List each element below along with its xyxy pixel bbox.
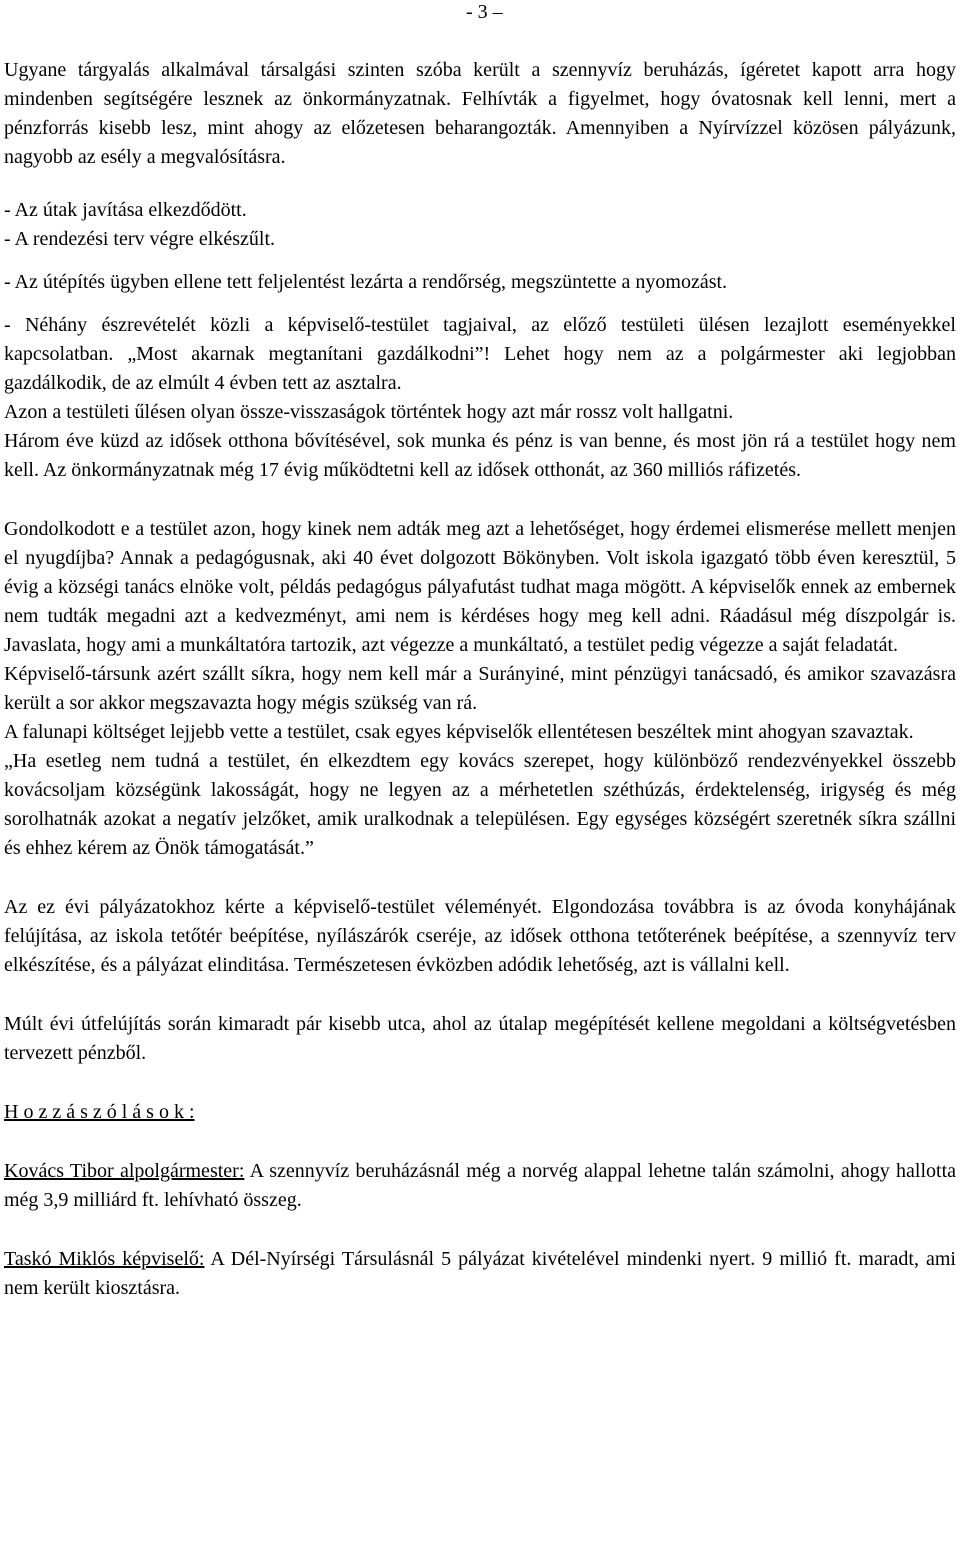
paragraph-quote: „Ha esetleg nem tudná a testület, én elkezdtem egy kovács szerepet, hogy különböző rendezvényekkel összebb kovácsoljam községünk lakosságát, hogy ne legyen az a mérhetetlen széthúzás, érdektelenség, irigység és még sorolhatnák azokat a negatív jelzőket, amik uralkodnak a településen. Egy egységes községért szeretnék síkra szállni és ehhez kérem az Önök támogatását.” <box>4 750 956 859</box>
paragraph-pedagogue: Gondolkodott e a testület azon, hogy kinek nem adták meg azt a lehetőséget, hogy érdemei elismerése mellett menjen el nyugdíjba? Annak a pedagógusnak, aki 40 évet dolgozott Bökönyben. Volt iskola igazgató több éven keresztül, 5 évig a községi tanács elnöke volt, példás pedagógus pályafutást tudhat maga mögött. A képviselők ennek az embernek nem tudták megadni azt a kedvezményt, ami nem is kérdéses hogy meg kell adni. Ráadásul még díszpolgár is. Javaslata, hogy ami a munkáltatóra tartozik, azt végezze a munkáltató, a testület pedig végezze a saját feladatát. <box>4 518 956 656</box>
list-item-remarks: - Néhány észrevételét közli a képviselő-testület tagjaival, az előző testületi ülésen lezajlott eseményekkel kapcsolatban. „Most akarnak megtanítani gazdálkodni”! Lehet hogy nem az a polgármester aki legjobban gazdálkodik, de az elmúlt 4 évben tett az asztalra. <box>4 314 956 394</box>
comment-speaker: Taskó Miklós képviselő: <box>4 1248 205 1270</box>
document-body <box>4 56 956 1303</box>
paragraph-village-day: A falunapi költséget lejjebb vette a testület, csak egyes képviselők ellentétesen beszéltek mint ahogyan szavaztak. <box>4 721 914 743</box>
comment-text: A Dél-Nyírségi Társulásnál 5 pályázat kivételével mindenki nyert. 9 millió ft. maradt, ami nem került kiosztásra. <box>4 1248 956 1299</box>
paragraph-road-renewal: Múlt évi útfelújítás során kimaradt pár kisebb utca, ahol az útalap megépítését kellene megoldani a költségvetésben tervezett pénzből. <box>4 1013 956 1064</box>
comment-speaker: Kovács Tibor alpolgármester: <box>4 1160 245 1182</box>
comment-text: A szennyvíz beruházásnál még a norvég alappal lehetne talán számolni, ahogy hallotta még 3,9 milliárd ft. lehívható összeg. <box>4 1160 956 1211</box>
section-heading-comments: H o z z á s z ó l á s o k : <box>4 1101 195 1123</box>
paragraph-tenders: Az ez évi pályázatokhoz kérte a képviselő-testület véleményét. Elgondozása továbbra is az óvoda konyhájának felújítása, az iskola tetőtér beépítése, nyílászárók cseréje, az idősek otthona tetőterének beépítése, a szennyvíz terv elkészítése, és a pályázat elinditása. Természetesen évközben adódik lehetőség, azt is vállalni kell. <box>4 896 956 976</box>
comment-tasko <box>4 1245 956 1303</box>
comment-kovacs <box>4 1157 956 1215</box>
page-number: - 3 – <box>466 1 503 23</box>
list-item-plan: - A rendezési terv végre elkészűlt. <box>4 228 275 250</box>
paragraph-intro: Ugyane tárgyalás alkalmával társalgási szinten szóba került a szennyvíz beruházás, ígéretet kapott arra hogy mindenben segítségére lesznek az önkormányzatnak. Felhívták a figyelmet, hogy óvatosnak kell lenni, mert a pénzforrás kisebb lesz, mint ahogy az előzetesen beharangozták. Amennyiben a Nyírvízzel közösen pályázunk, nagyobb az esély a megvalósításra. <box>4 59 956 168</box>
list-item-roads: - Az útak javítása elkezdődött. <box>4 199 247 221</box>
paragraph-advisor: Képviselő-társunk azért szállt síkra, hogy nem kell már a Surányiné, mint pénzügyi tanácsadó, és amikor szavazásra került a sor akkor megszavazta hogy mégis szükség van rá. <box>4 663 956 714</box>
paragraph-session: Azon a testületi űlésen olyan össze-visszaságok történtek hogy azt már rossz volt hallgatni. <box>4 401 734 423</box>
list-item-police: - Az útépítés ügyben ellene tett feljelentést lezárta a rendőrség, megszüntette a nyomozást. <box>4 271 728 293</box>
paragraph-elderly-home: Három éve küzd az idősek otthona bővítésével, sok munka és pénz is van benne, és most jön rá a testület hogy nem kell. Az önkormányzatnak még 17 évig működtetni kell az idősek otthonát, az 360 milliós ráfizetés. <box>4 430 956 481</box>
